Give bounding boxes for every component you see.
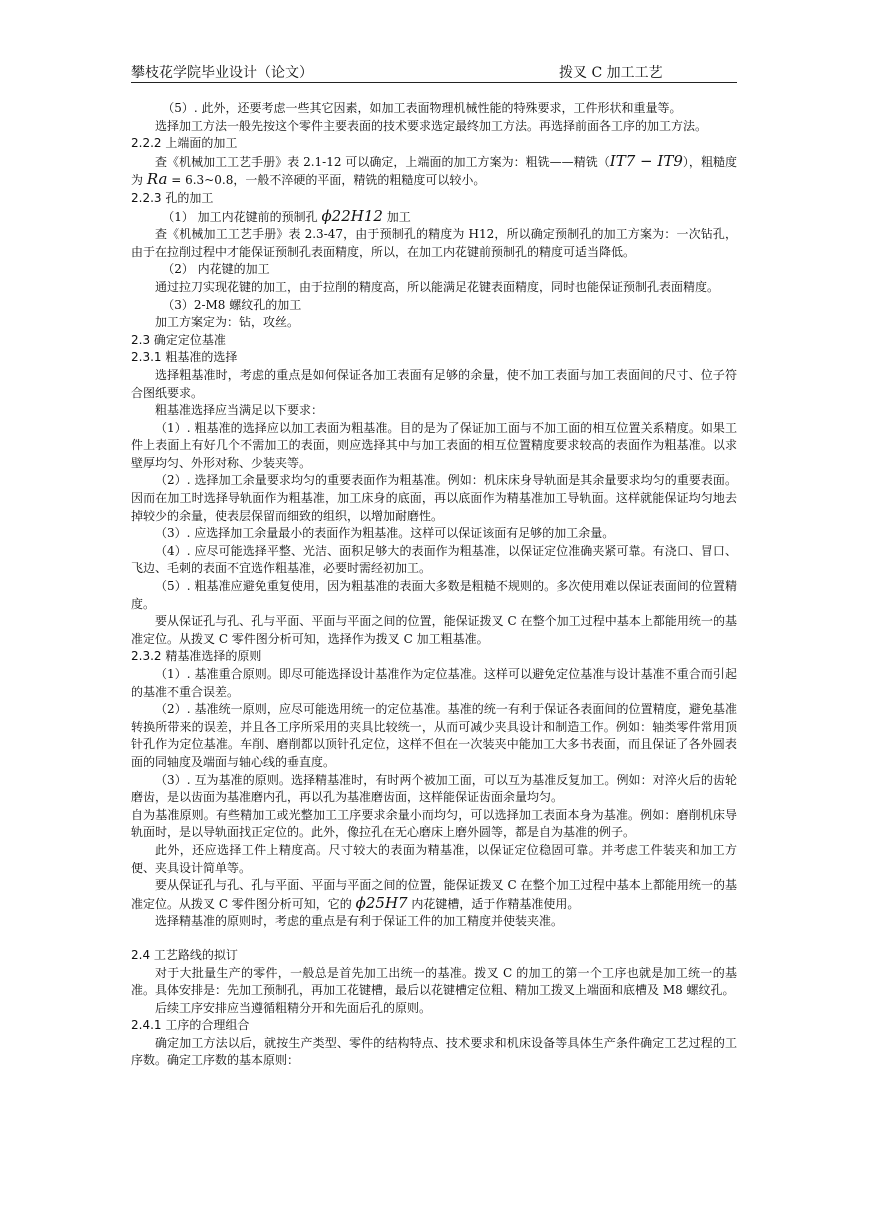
paragraph: （1）. 基准重合原则。即尽可能选择设计基准作为定位基准。这样可以避免定位基准与设计基准不重合而引起的基准不重合误差。 [131, 667, 737, 699]
paragraph: （1）. 粗基准的选择应以加工表面为粗基准。目的是为了保证加工面与不加工面的相互位置关系精度。如果工件上表面上有好几个不需加工的表面，则应选择其中与加工表面的相互位置精度要求较高的表面作为粗基准。以求壁厚均匀、外形对称、少装夹等。 [131, 420, 737, 470]
section-heading: 2.3.2 精基准选择的原则 [131, 649, 262, 664]
paragraph: （2）. 选择加工余量要求均匀的重要表面作为粗基准。例如：机床床身导轨面是其余量要求均匀的重要表面。因而在加工时选择导轨面作为粗基准，加工床身的底面，再以底面作为精基准加工导轨面。这样就能保证均匀地去掉较少的余量，使表层保留而细致的组织，以增加耐磨性。 [131, 473, 737, 523]
header-document-title: 拨叉 C 加工工艺 [559, 65, 663, 81]
math-formula: Ra [146, 170, 168, 189]
text-run: = 6.3~0.8，一般不淬硬的平面，精铣的粗糙度可以较小。 [167, 173, 486, 188]
text-run: 要从保证孔与孔、孔与平面、平面与平面之间的位置，能保证拨叉 C 在整个加工过程中基本上都能用统一的基准定位。从拨叉 C 零件图分析可知，它的 [131, 878, 737, 911]
paragraph: （5）. 粗基准应避免重复使用，因为粗基准的表面大多数是粗糙不规则的。多次使用难以保证表面间的位置精度。 [131, 579, 737, 611]
list-item: （2） 内花键的加工 [162, 262, 270, 277]
text-run: 查《机械加工工艺手册》表 2.1-12 可以确定，上端面的加工方案为：粗铣——精铣（ [155, 154, 610, 169]
page-header [131, 60, 737, 83]
paragraph: 选择粗基准时，考虑的重点是如何保证各加工表面有足够的余量，使不加工表面与加工表面间的尺寸、位子符合图纸要求。 [131, 367, 737, 400]
paragraph: 要从保证孔与孔、孔与平面、平面与平面之间的位置，能保证拨叉 C 在整个加工过程中基本上都能用统一的基准定位。从拨叉 C 零件图分析可知，选择作为拨叉 C 加工粗基准。 [131, 614, 737, 646]
paragraph: （2）. 基准统一原则，应尽可能选用统一的定位基准。基准的统一有利于保证各表面间的位置精度，避免基准转换所带来的误差，并且各工序所采用的夹具比较统一，从而可减少夹具设计和制造工作。例如：轴类零件常用顶针孔作为定位基准。车削、磨削都以顶针孔定位，这样不但在一次装夹中能加工大多书表面，而且保证了各外圆表面的同轴度及端面与轴心线的垂直度。 [131, 702, 737, 769]
paragraph: 查《机械加工工艺手册》表 2.3-47，由于预制孔的精度为 H12，所以确定预制孔的加工方案为：一次钻孔，由于在拉削过程中才能保证预制孔表面精度，所以，在加工内花键前预制孔的精度可适当降低。 [131, 227, 737, 259]
section-heading: 2.2.2 上端面的加工 [131, 136, 238, 151]
paragraph: 加工方案定为：钻，攻丝。 [155, 315, 300, 330]
paragraph: （3）. 应选择加工余量最小的表面作为粗基准。这样可以保证该面有足够的加工余量。 [155, 526, 615, 541]
math-formula: ϕ25H7 [355, 893, 408, 912]
paragraph: （4）. 应尽可能选择平整、光洁、面积足够大的表面作为粗基准，以保证定位准确夹紧可靠。有浇口、冒口、飞边、毛刺的表面不宜选作粗基准，必要时需经初加工。 [131, 543, 737, 576]
paragraph: （3）. 互为基准的原则。选择精基准时，有时两个被加工面，可以互为基准反复加工。例如：对淬火后的齿轮磨齿，是以齿面为基准磨内孔，再以孔为基准磨齿面，这样能保证齿面余量均匀。 [131, 772, 737, 805]
document-body [131, 100, 737, 1070]
paragraph: 对于大批量生产的零件，一般总是首先加工出统一的基准。拨叉 C 的加工的第一个工序也就是加工统一的基准。具体安排是：先加工预制孔，再加工花键槽，最后以花键槽定位粗、精加工拨叉上端面和底槽及 M8 螺纹孔。 [131, 965, 737, 998]
section-heading: 2.2.3 孔的加工 [131, 190, 214, 205]
text-run: ），粗糙度为 [131, 154, 737, 188]
paragraph: 选择精基准的原则时，考虑的重点是有利于保证工件的加工精度并使装夹准。 [155, 914, 564, 929]
math-formula: IT7 − IT9 [609, 151, 683, 170]
section-heading: 2.3.1 粗基准的选择 [131, 350, 238, 365]
text-run: 加工 [382, 209, 411, 224]
paragraph: 后续工序安排应当遵循粗精分开和先面后孔的原则。 [155, 1000, 432, 1015]
paragraph [131, 877, 737, 913]
section-heading: 2.4.1 工序的合理组合 [131, 1018, 250, 1033]
section-heading: 2.3 确定定位基准 [131, 332, 226, 347]
text-run: 内花键槽，适于作精基准使用。 [407, 896, 580, 911]
text-run: （1） 加工内花键前的预制孔 [162, 209, 322, 224]
section-heading: 2.4 工艺路线的拟订 [131, 947, 238, 962]
paragraph [131, 153, 737, 190]
list-item [131, 208, 737, 227]
paragraph: 通过拉刀实现花键的加工，由于拉削的精度高，所以能满足花键表面精度，同时也能保证预制孔表面精度。 [155, 279, 720, 294]
paragraph: 确定加工方法以后，就按生产类型、零件的结构特点、技术要求和机床设备等具体生产条件确定工艺过程的工序数。确定工序数的基本原则： [131, 1035, 737, 1068]
paragraph: 选择加工方法一般先按这个零件主要表面的技术要求选定最终加工方法。再选择前面各工序的加工方法。 [155, 118, 708, 133]
header-school-title: 攀枝花学院毕业设计（论文） [131, 65, 313, 81]
paragraph: 此外，还应选择工件上精度高。尺寸较大的表面为精基准，以保证定位稳固可靠。并考虑工件装夹和加工方便、夹具设计简单等。 [131, 842, 737, 875]
paragraph: 粗基准选择应当满足以下要求： [155, 403, 324, 418]
paragraph: （5）. 此外，还要考虑一些其它因素，如加工表面物理机械性能的特殊要求，工件形状和重量等。 [162, 101, 682, 115]
paragraph: 自为基准原则。有些精加工或光整加工工序要求余量小而均匀，可以选择加工表面本身为基准。例如：磨削机床导轨面时，是以导轨面找正定位的。此外，像拉孔在无心磨床上磨外圆等，都是自为基准的例子。 [131, 807, 737, 840]
math-formula: ϕ22H12 [321, 206, 383, 225]
spacer [131, 931, 737, 947]
list-item: （3）2-M8 螺纹孔的加工 [162, 297, 302, 312]
